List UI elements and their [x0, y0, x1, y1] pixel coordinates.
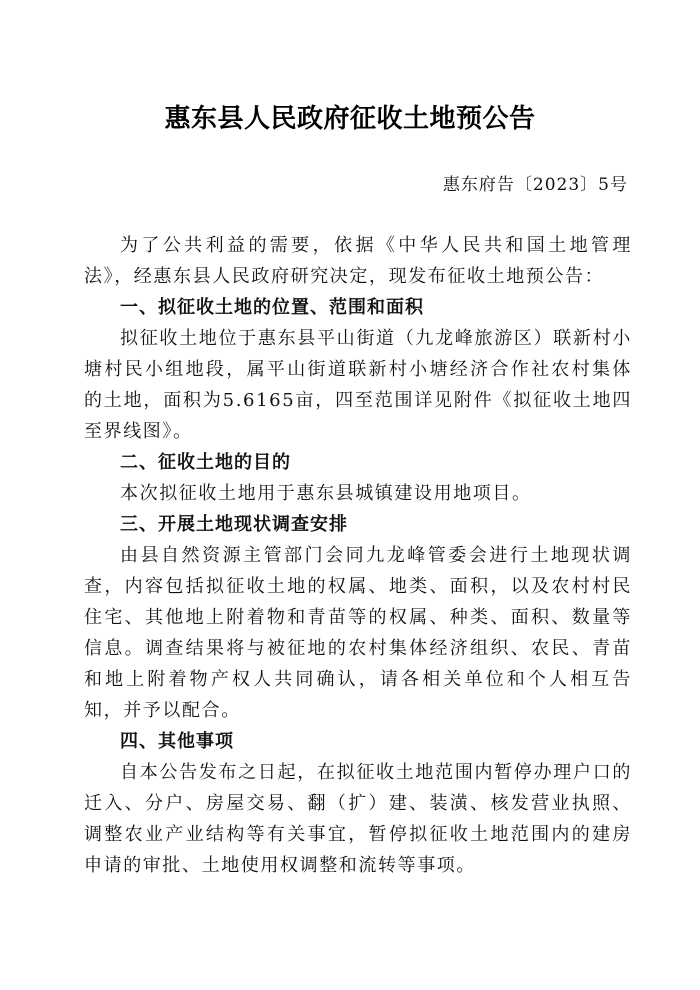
section-text-purpose: 本次拟征收土地用于惠东县城镇建设用地项目。: [120, 483, 532, 504]
section-text-other: 自本公告发布之日起，在拟征收土地范围内暂停办理户口的迁入、分户、房屋交易、翻（扩）建、装潢、核发营业执照、调整农业产业结构等有关事宜，暂停拟征收土地范围内的建房申请的审批、土地使用权调整和流转等事项。: [84, 762, 632, 876]
document-body: [84, 230, 632, 881]
section-heading-other: 四、其他事项: [120, 731, 234, 752]
section-heading-purpose: 二、征收土地的目的: [120, 452, 291, 473]
section-text-location: 拟征收土地位于惠东县平山街道（九龙峰旅游区）联新村小塘村民小组地段，属平山街道联新村小塘经济合作社农村集体的土地，面积为5.6165亩，四至范围详见附件《拟征收土地四至界线图》。: [84, 328, 632, 442]
intro-paragraph: 为了公共利益的需要，依据《中华人民共和国土地管理法》，经惠东县人民政府研究决定，现发布征收土地预公告：: [84, 235, 632, 287]
section-text-survey: 由县自然资源主管部门会同九龙峰管委会进行土地现状调查，内容包括拟征收土地的权属、地类、面积，以及农村村民住宅、其他地上附着物和青苗等的权属、种类、面积、数量等信息。调查结果将与被征地的农村集体经济组织、农民、青苗和地上附着物产权人共同确认，请各相关单位和个人相互告知，并予以配合。: [84, 545, 632, 721]
section-heading-location: 一、拟征收土地的位置、范围和面积: [120, 297, 424, 318]
section-heading-survey: 三、开展土地现状调查安排: [120, 514, 348, 535]
document-number: 惠东府告〔2023〕5号: [442, 175, 628, 195]
document-title: 惠东县人民政府征收土地预公告: [164, 104, 536, 134]
